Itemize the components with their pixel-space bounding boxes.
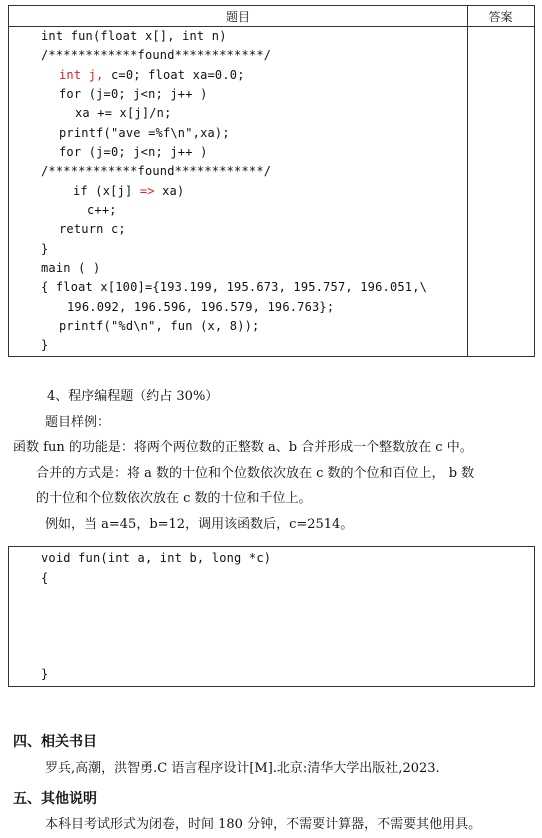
code-line: return c; (59, 222, 126, 236)
code-line: for (j=0; j<n; j++ ) (59, 87, 208, 101)
paragraph: 合并的方式是：将 a 数的十位和个位数依次放在 c 数的个位和百位上， b 数 (36, 466, 475, 481)
code-line: } (41, 242, 49, 256)
code-text: if (x[j] (73, 184, 140, 198)
found-marker: /************found************/ (41, 48, 272, 62)
answer-column-divider (467, 26, 468, 356)
notes-heading: 五、其他说明 (13, 791, 97, 807)
code-text: xa) (154, 184, 185, 198)
found-marker: /************found************/ (41, 164, 272, 178)
paragraph: 的十位和个位数依次放在 c 数的十位和千位上。 (36, 491, 312, 506)
paragraph: 例如，当 a=45，b=12，调用该函数后，c=2514。 (45, 517, 354, 532)
error-token: int j, (59, 68, 104, 82)
books-heading: 四、相关书目 (13, 734, 97, 750)
error-token: => (139, 184, 155, 198)
code-line (59, 68, 245, 82)
code-line: printf("ave =%f\n",xa); (59, 126, 230, 140)
code-line: for (j=0; j<n; j++ ) (59, 145, 208, 159)
code-line: xa += x[j]/n; (75, 106, 172, 120)
code-line: 196.092, 196.596, 196.579, 196.763}; (67, 300, 335, 314)
code-line: void fun(int a, int b, long *c) (41, 551, 272, 565)
question-table (8, 5, 535, 357)
code-line: } (41, 338, 49, 352)
question-header-cell (9, 6, 468, 27)
code-line (73, 184, 184, 198)
answer-header: 答案 (488, 10, 513, 24)
question-header: 题目 (225, 10, 250, 24)
code-line: { float x[100]={193.199, 195.673, 195.757, 196.051,\ (41, 280, 428, 294)
code-line: printf("%d\n", fun (x, 8)); (59, 319, 260, 333)
answer-code-box (8, 546, 535, 687)
notes-text: 本科目考试形式为闭卷，时间 180 分钟，不需要计算器，不需要其他用具。 (45, 817, 482, 832)
code-line: int fun(float x[], int n) (41, 29, 227, 43)
code-line: main ( ) (41, 261, 101, 275)
paragraph: 函数 fun 的功能是：将两个两位数的正整数 a、b 合并形成一个整数放在 c 中。 (13, 440, 473, 455)
section-4-title: 4、程序编程题（约占 30%） (47, 389, 219, 404)
code-text: c=0; float xa=0.0; (103, 68, 245, 82)
code-line: { (41, 571, 49, 585)
code-line: } (41, 667, 49, 681)
code-line: c++; (87, 203, 117, 217)
books-text: 罗兵,高潮，洪智勇.C 语言程序设计[M].北京:清华大学出版社,2023. (45, 761, 440, 776)
sample-label: 题目样例： (45, 415, 111, 430)
answer-header-cell (467, 6, 534, 27)
